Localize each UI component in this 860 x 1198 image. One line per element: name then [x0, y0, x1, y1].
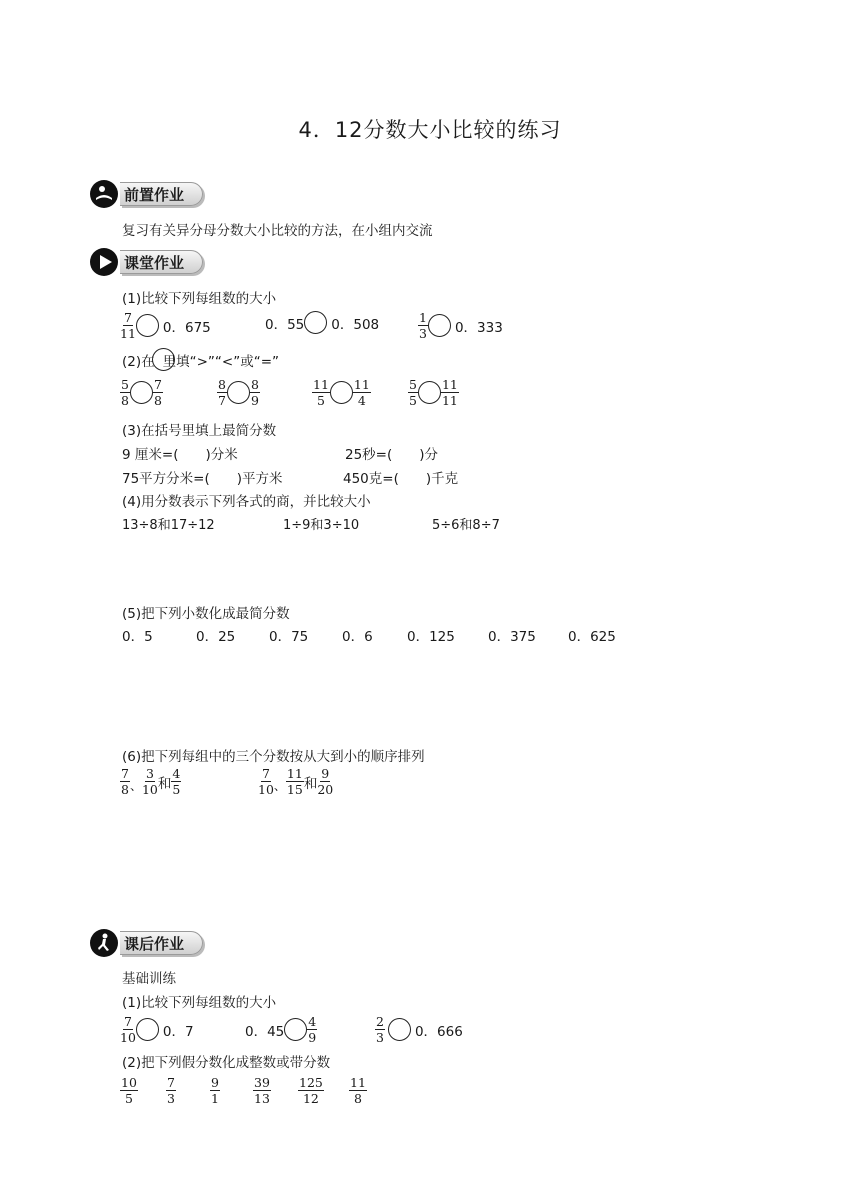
class-q3-item: 450克=( )千克	[343, 471, 459, 487]
play-icon	[90, 248, 118, 276]
fraction: $\frac{7}{10}$	[258, 766, 274, 797]
class-q6-group: $\frac{7}{8}$ 、 $\frac{3}{10}$ 和 $\frac{4}{5}$	[121, 766, 181, 797]
compare-circle[interactable]	[418, 381, 441, 404]
reading-person-icon	[90, 180, 118, 208]
class-q5-item: 0．6	[342, 629, 373, 645]
after-q2-prompt: (2)把下列假分数化成整数或带分数	[122, 1055, 331, 1071]
section-label: 课后作业	[120, 931, 203, 955]
fraction: $\frac{8}{7}$	[218, 377, 226, 408]
fraction: $\frac{9}{1}$	[211, 1075, 219, 1106]
fraction: $\frac{11}{11}$	[441, 377, 458, 408]
fraction: $\frac{8}{9}$	[250, 377, 259, 408]
class-q1-c: $\frac{1}{3}$ 0．333	[419, 310, 503, 341]
class-q2-pair	[408, 378, 459, 407]
compare-circle[interactable]	[136, 1018, 159, 1041]
class-q2-pair	[312, 378, 371, 407]
class-q1-a: $\frac{7}{11}$ 0．675	[120, 310, 211, 341]
fraction: $\frac{1}{3}$	[419, 310, 427, 341]
class-q3-item: 75平方分米=( )平方米	[122, 471, 283, 487]
compare-circle[interactable]	[136, 314, 159, 337]
fraction: $\frac{4}{9}$	[308, 1014, 317, 1045]
class-q4-item: 13÷8和17÷12	[122, 518, 215, 533]
fraction: $\frac{3}{10}$	[141, 766, 158, 797]
after-q1-b: 0．45 $\frac{4}{9}$	[245, 1014, 317, 1045]
class-q2-pair	[120, 378, 163, 407]
fraction: $\frac{5}{5}$	[409, 377, 417, 408]
compare-circle[interactable]	[330, 381, 353, 404]
compare-circle[interactable]	[284, 1018, 307, 1041]
class-q1-prompt: (1)比较下列每组数的大小	[122, 291, 277, 307]
fraction: $\frac{11}{8}$	[350, 1075, 366, 1106]
fraction: $\frac{7}{10}$	[120, 1014, 136, 1045]
after-subtitle: 基础训练	[122, 971, 176, 987]
fraction: $\frac{2}{3}$	[376, 1014, 384, 1045]
class-q3-item: 9 厘米=( )分米	[122, 447, 238, 463]
after-q2-frac	[120, 1076, 138, 1105]
class-q5-item: 0．25	[196, 629, 236, 645]
section-label: 课堂作业	[120, 250, 203, 274]
fraction: $\frac{10}{5}$	[121, 1075, 137, 1106]
fraction: $\frac{7}{11}$	[120, 310, 136, 341]
class-q4-prompt: (4)用分数表示下列各式的商，并比较大小	[122, 494, 371, 510]
class-q2-prompt: (2)在 里填“>”“<”或“=”	[122, 348, 279, 371]
pre-text: 复习有关异分母分数大小比较的方法，在小组内交流	[122, 223, 433, 239]
fraction: $\frac{11}{15}$	[286, 766, 303, 797]
class-q5-item: 0．5	[122, 629, 153, 645]
after-q2-frac	[349, 1076, 367, 1105]
after-q2-frac	[298, 1076, 324, 1105]
after-q1-prompt: (1)比较下列每组数的大小	[122, 995, 277, 1011]
class-q4-item: 5÷6和8÷7	[432, 518, 500, 533]
class-q3-prompt: (3)在括号里填上最简分数	[122, 423, 277, 439]
fraction: $\frac{7}{8}$	[153, 377, 162, 408]
fraction: $\frac{125}{12}$	[299, 1075, 323, 1106]
section-header-class	[90, 246, 203, 278]
section-header-pre	[90, 178, 203, 210]
compare-circle[interactable]	[304, 311, 327, 334]
running-person-icon	[90, 929, 118, 957]
after-q1-a: $\frac{7}{10}$ 0．7	[120, 1014, 194, 1045]
compare-circle[interactable]	[428, 314, 451, 337]
class-q5-item: 0．625	[568, 629, 616, 645]
fraction: $\frac{11}{5}$	[313, 377, 329, 408]
class-q1-b: 0．55 0．508	[265, 311, 379, 334]
after-q2-frac	[253, 1076, 271, 1105]
class-q3-item: 25秒=( )分	[345, 447, 439, 463]
section-label: 前置作业	[120, 182, 203, 206]
fraction: $\frac{7}{3}$	[167, 1075, 175, 1106]
compare-circle[interactable]	[130, 381, 153, 404]
fraction: $\frac{9}{20}$	[317, 766, 334, 797]
section-header-after	[90, 927, 203, 959]
class-q4-item: 1÷9和3÷10	[283, 518, 360, 533]
fraction: $\frac{5}{8}$	[121, 377, 129, 408]
page-title: 4．12分数大小比较的练习	[298, 118, 562, 142]
compare-circle[interactable]	[227, 381, 250, 404]
after-q2-frac	[166, 1076, 176, 1105]
compare-circle[interactable]	[388, 1018, 411, 1041]
fraction: $\frac{11}{4}$	[353, 377, 370, 408]
class-q6-prompt: (6)把下列每组中的三个分数按从大到小的顺序排列	[122, 749, 425, 765]
fraction: $\frac{39}{13}$	[254, 1075, 270, 1106]
fraction: $\frac{7}{8}$	[121, 766, 129, 797]
after-q1-c: $\frac{2}{3}$ 0．666	[376, 1014, 463, 1045]
after-q2-frac	[210, 1076, 220, 1105]
class-q5-item: 0．75	[269, 629, 309, 645]
class-q6-group: $\frac{7}{10}$ 、 $\frac{11}{15}$ 和 $\frac{9}{20}$	[258, 766, 334, 797]
class-q5-item: 0．125	[407, 629, 455, 645]
class-q5-item: 0．375	[488, 629, 536, 645]
class-q2-pair	[217, 378, 260, 407]
fraction: $\frac{4}{5}$	[172, 766, 181, 797]
class-q5-prompt: (5)把下列小数化成最简分数	[122, 606, 290, 622]
